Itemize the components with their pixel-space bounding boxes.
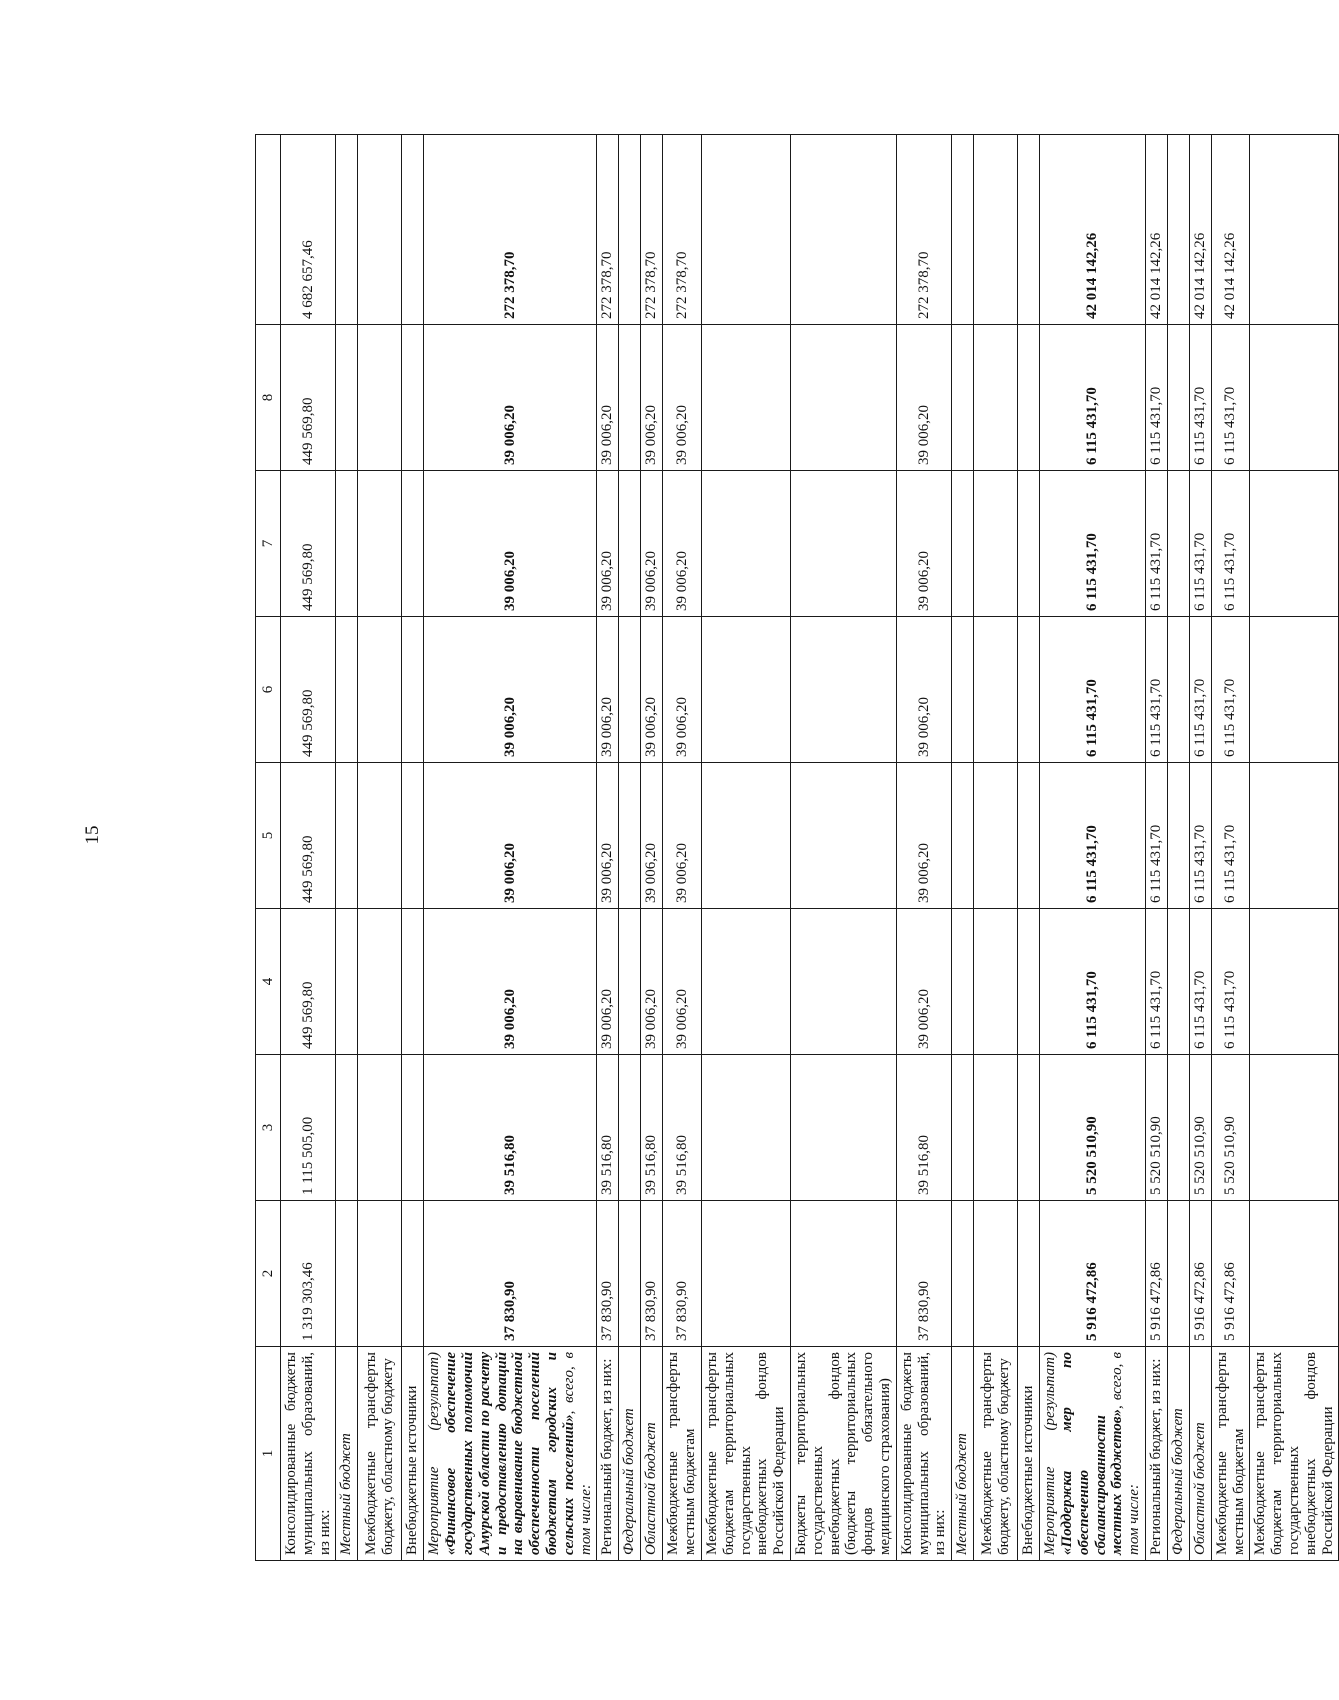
budget-table: [255, 134, 1339, 1561]
row-value-cell: 39 516,80: [597, 1055, 619, 1201]
row-value-cell: [952, 471, 974, 617]
header-cell: 7: [256, 471, 281, 617]
row-value-cell: [1167, 617, 1189, 763]
row-value-cell: 39 516,80: [663, 1055, 702, 1201]
row-value-cell: 5 916 472,86: [1145, 1201, 1167, 1347]
row-label: Внебюджетные источники: [402, 1347, 424, 1561]
row-label: Областной бюджет: [641, 1347, 663, 1561]
row-value-cell: [974, 617, 1018, 763]
row-label: Областной бюджет: [1189, 1347, 1211, 1561]
table-row: [896, 135, 951, 1561]
row-total-cell: [974, 135, 1018, 325]
row-total-cell: [790, 135, 896, 325]
table-row: [663, 135, 702, 1561]
row-value-cell: 39 006,20: [663, 471, 702, 617]
row-value-cell: 6 115 431,70: [1189, 325, 1211, 471]
row-value-cell: [974, 763, 1018, 909]
row-value-cell: [952, 325, 974, 471]
row-value-cell: 39 516,80: [424, 1055, 597, 1201]
row-value-cell: [701, 617, 790, 763]
row-value-cell: 39 006,20: [424, 325, 597, 471]
row-value-cell: [952, 1201, 974, 1347]
row-total-cell: [1167, 135, 1189, 325]
measure-suffix: , всего, в том числе:: [560, 1352, 594, 1555]
table-row: [790, 135, 896, 1561]
header-cell: 8: [256, 325, 281, 471]
row-value-cell: 37 830,90: [663, 1201, 702, 1347]
row-value-cell: 37 830,90: [597, 1201, 619, 1347]
row-value-cell: [974, 909, 1018, 1055]
row-label: Региональный бюджет, из них:: [597, 1347, 619, 1561]
row-value-cell: [358, 909, 402, 1055]
row-value-cell: [1250, 1201, 1339, 1347]
table-row: [1211, 135, 1250, 1561]
row-total-cell: [358, 135, 402, 325]
row-total-cell: 42 014 142,26: [1145, 135, 1167, 325]
table-row: [1018, 135, 1040, 1561]
row-value-cell: [1018, 1055, 1040, 1201]
row-value-cell: [790, 909, 896, 1055]
table-header-row: [256, 135, 281, 1561]
row-value-cell: 6 115 431,70: [1040, 909, 1146, 1055]
row-value-cell: [790, 1201, 896, 1347]
table-row: [597, 135, 619, 1561]
row-value-cell: [336, 1201, 358, 1347]
row-label: Региональный бюджет, из них:: [1145, 1347, 1167, 1561]
row-value-cell: [619, 1055, 641, 1201]
row-value-cell: [358, 763, 402, 909]
row-value-cell: 6 115 431,70: [1040, 617, 1146, 763]
row-total-cell: 42 014 142,26: [1189, 135, 1211, 325]
row-total-cell: [952, 135, 974, 325]
row-total-cell: [402, 135, 424, 325]
row-value-cell: [790, 325, 896, 471]
row-value-cell: 39 006,20: [641, 763, 663, 909]
row-value-cell: 6 115 431,70: [1040, 471, 1146, 617]
row-value-cell: [790, 617, 896, 763]
row-value-cell: [701, 325, 790, 471]
row-value-cell: 6 115 431,70: [1189, 763, 1211, 909]
row-label: Местный бюджет: [952, 1347, 974, 1561]
row-value-cell: [1018, 325, 1040, 471]
row-label: Межбюджетные трансферты бюджетам территориальных государственных внебюджетных фондов Российской Федерации: [701, 1347, 790, 1561]
row-value-cell: [336, 471, 358, 617]
table-row: [701, 135, 790, 1561]
table-row: [952, 135, 974, 1561]
row-label: Консолидированные бюджеты муниципальных образований, из них:: [896, 1347, 951, 1561]
table-row: [641, 135, 663, 1561]
row-value-cell: [336, 909, 358, 1055]
budget-table-container: [255, 135, 1336, 1561]
row-label: Консолидированные бюджеты муниципальных образований, из них:: [281, 1347, 336, 1561]
row-value-cell: 39 006,20: [597, 325, 619, 471]
row-value-cell: [358, 325, 402, 471]
row-value-cell: 449 569,80: [281, 617, 336, 763]
row-value-cell: [1167, 325, 1189, 471]
row-value-cell: [619, 617, 641, 763]
row-label: [424, 1347, 597, 1561]
measure-suffix: , всего, в том числе:: [1109, 1351, 1143, 1555]
row-value-cell: 449 569,80: [281, 763, 336, 909]
row-value-cell: 5 916 472,86: [1040, 1201, 1146, 1347]
measure-prefix: Мероприятие (результат): [1042, 1352, 1059, 1555]
row-value-cell: [619, 909, 641, 1055]
row-value-cell: 6 115 431,70: [1189, 471, 1211, 617]
row-value-cell: 39 006,20: [641, 325, 663, 471]
row-value-cell: 6 115 431,70: [1211, 325, 1250, 471]
row-value-cell: 5 520 510,90: [1040, 1055, 1146, 1201]
row-value-cell: 39 006,20: [663, 909, 702, 1055]
table-row: [424, 135, 597, 1561]
row-total-cell: 272 378,70: [663, 135, 702, 325]
row-value-cell: [402, 1201, 424, 1347]
row-value-cell: [336, 763, 358, 909]
row-value-cell: 6 115 431,70: [1189, 617, 1211, 763]
row-value-cell: [701, 763, 790, 909]
row-value-cell: 6 115 431,70: [1145, 325, 1167, 471]
row-label: Местный бюджет: [336, 1347, 358, 1561]
measure-prefix: Мероприятие (результат): [426, 1352, 443, 1555]
row-value-cell: [1250, 617, 1339, 763]
row-value-cell: [1018, 1201, 1040, 1347]
row-value-cell: [701, 1201, 790, 1347]
table-body: [281, 135, 1339, 1561]
row-value-cell: [1167, 909, 1189, 1055]
row-value-cell: [1167, 471, 1189, 617]
row-value-cell: [358, 617, 402, 763]
header-cell: [256, 135, 281, 325]
row-value-cell: [336, 1055, 358, 1201]
row-total-cell: 42 014 142,26: [1211, 135, 1250, 325]
row-value-cell: [336, 325, 358, 471]
row-value-cell: 39 006,20: [663, 325, 702, 471]
measure-title: «Поддержка мер по обеспечению сбалансированности местных бюджетов»: [1058, 1352, 1126, 1555]
row-value-cell: 39 516,80: [641, 1055, 663, 1201]
row-value-cell: [1250, 909, 1339, 1055]
row-value-cell: 1 319 303,46: [281, 1201, 336, 1347]
row-value-cell: 5 520 510,90: [1145, 1055, 1167, 1201]
header-cell: 5: [256, 763, 281, 909]
row-total-cell: 272 378,70: [896, 135, 951, 325]
row-value-cell: [1018, 909, 1040, 1055]
row-value-cell: [974, 1055, 1018, 1201]
row-value-cell: [701, 909, 790, 1055]
row-value-cell: 6 115 431,70: [1211, 763, 1250, 909]
row-value-cell: [974, 471, 1018, 617]
row-value-cell: [358, 1055, 402, 1201]
row-value-cell: [402, 1055, 424, 1201]
row-label: Внебюджетные источники: [1018, 1347, 1040, 1561]
header-cell: 1: [256, 1347, 281, 1561]
row-value-cell: 37 830,90: [424, 1201, 597, 1347]
row-value-cell: 6 115 431,70: [1189, 909, 1211, 1055]
row-value-cell: [1250, 325, 1339, 471]
row-value-cell: [1018, 763, 1040, 909]
row-value-cell: [402, 909, 424, 1055]
row-value-cell: [358, 1201, 402, 1347]
row-value-cell: 6 115 431,70: [1145, 763, 1167, 909]
row-value-cell: [952, 909, 974, 1055]
row-total-cell: 272 378,70: [597, 135, 619, 325]
row-value-cell: 39 006,20: [896, 763, 951, 909]
row-value-cell: [1250, 1055, 1339, 1201]
row-value-cell: 6 115 431,70: [1211, 909, 1250, 1055]
row-total-cell: 4 682 657,46: [281, 135, 336, 325]
row-value-cell: 5 520 510,90: [1211, 1055, 1250, 1201]
row-value-cell: [952, 763, 974, 909]
table-row: [1040, 135, 1146, 1561]
row-value-cell: [619, 763, 641, 909]
row-label: Межбюджетные трансферты бюджету, областному бюджету: [358, 1347, 402, 1561]
row-value-cell: [701, 471, 790, 617]
table-row: [402, 135, 424, 1561]
row-value-cell: 39 006,20: [641, 909, 663, 1055]
row-value-cell: 39 006,20: [597, 471, 619, 617]
row-value-cell: [1250, 471, 1339, 617]
row-value-cell: [358, 471, 402, 617]
row-value-cell: 37 830,90: [896, 1201, 951, 1347]
row-value-cell: 39 006,20: [896, 617, 951, 763]
row-label: Бюджеты территориальных государственных внебюджетных фондов (бюджеты территориальных фондов обязательного медицинского страхования): [790, 1347, 896, 1561]
row-value-cell: 39 006,20: [641, 617, 663, 763]
measure-title: «Финансовое обеспечение государственных полномочий Амурской области по расчету и предоставлению дотаций на выравнивание бюджетной обеспеченности поселений бюджетам городских и сельских поселений»: [443, 1352, 577, 1555]
row-value-cell: 39 006,20: [597, 763, 619, 909]
row-label: Межбюджетные трансферты бюджету, областному бюджету: [974, 1347, 1018, 1561]
table-row: [619, 135, 641, 1561]
row-label: Межбюджетные трансферты местным бюджетам: [663, 1347, 702, 1561]
table-row: [336, 135, 358, 1561]
header-cell: 6: [256, 617, 281, 763]
row-value-cell: 6 115 431,70: [1211, 617, 1250, 763]
row-value-cell: [402, 763, 424, 909]
row-value-cell: [790, 763, 896, 909]
row-label: Федеральный бюджет: [619, 1347, 641, 1561]
row-value-cell: [619, 325, 641, 471]
row-value-cell: 1 115 505,00: [281, 1055, 336, 1201]
row-value-cell: 449 569,80: [281, 325, 336, 471]
row-value-cell: [619, 1201, 641, 1347]
row-value-cell: 39 516,80: [896, 1055, 951, 1201]
row-value-cell: 39 006,20: [424, 763, 597, 909]
row-value-cell: [336, 617, 358, 763]
row-total-cell: [1018, 135, 1040, 325]
row-value-cell: [952, 1055, 974, 1201]
table-row: [281, 135, 336, 1561]
row-total-cell: 272 378,70: [641, 135, 663, 325]
row-total-cell: [1250, 135, 1339, 325]
row-value-cell: 39 006,20: [424, 617, 597, 763]
row-value-cell: 6 115 431,70: [1145, 617, 1167, 763]
row-value-cell: 39 006,20: [641, 471, 663, 617]
row-value-cell: [790, 1055, 896, 1201]
row-value-cell: 39 006,20: [896, 471, 951, 617]
row-total-cell: [336, 135, 358, 325]
table-row: [1167, 135, 1189, 1561]
table-row: [358, 135, 402, 1561]
row-value-cell: [1018, 617, 1040, 763]
table-row: [1145, 135, 1167, 1561]
row-value-cell: 39 006,20: [424, 909, 597, 1055]
row-total-cell: [619, 135, 641, 325]
row-value-cell: 39 006,20: [597, 617, 619, 763]
row-label: Межбюджетные трансферты местным бюджетам: [1211, 1347, 1250, 1561]
row-value-cell: [952, 617, 974, 763]
row-value-cell: 6 115 431,70: [1211, 471, 1250, 617]
header-cell: 3: [256, 1055, 281, 1201]
table-row: [1250, 135, 1339, 1561]
table-row: [974, 135, 1018, 1561]
row-value-cell: 39 006,20: [896, 325, 951, 471]
row-total-cell: 272 378,70: [424, 135, 597, 325]
row-value-cell: [1018, 471, 1040, 617]
row-value-cell: [402, 325, 424, 471]
row-value-cell: 39 006,20: [663, 617, 702, 763]
page-number: 15: [82, 825, 103, 845]
row-value-cell: 5 520 510,90: [1189, 1055, 1211, 1201]
row-value-cell: 5 916 472,86: [1189, 1201, 1211, 1347]
row-value-cell: [1167, 1055, 1189, 1201]
row-value-cell: 37 830,90: [641, 1201, 663, 1347]
row-total-cell: [701, 135, 790, 325]
header-cell: 2: [256, 1201, 281, 1347]
row-label: [1040, 1347, 1146, 1561]
row-value-cell: [1167, 1201, 1189, 1347]
row-value-cell: 6 115 431,70: [1145, 909, 1167, 1055]
row-value-cell: [402, 617, 424, 763]
row-value-cell: [402, 471, 424, 617]
row-value-cell: 6 115 431,70: [1040, 763, 1146, 909]
row-value-cell: 39 006,20: [597, 909, 619, 1055]
table-row: [1189, 135, 1211, 1561]
row-value-cell: [974, 325, 1018, 471]
row-value-cell: [974, 1201, 1018, 1347]
row-value-cell: 6 115 431,70: [1145, 471, 1167, 617]
row-value-cell: [1167, 763, 1189, 909]
row-value-cell: [701, 1055, 790, 1201]
row-value-cell: 39 006,20: [424, 471, 597, 617]
row-value-cell: 449 569,80: [281, 909, 336, 1055]
header-cell: 4: [256, 909, 281, 1055]
row-value-cell: 39 006,20: [896, 909, 951, 1055]
row-value-cell: [619, 471, 641, 617]
row-value-cell: [1250, 763, 1339, 909]
row-value-cell: 39 006,20: [663, 763, 702, 909]
row-value-cell: 449 569,80: [281, 471, 336, 617]
row-value-cell: [790, 471, 896, 617]
row-value-cell: 5 916 472,86: [1211, 1201, 1250, 1347]
row-total-cell: 42 014 142,26: [1040, 135, 1146, 325]
row-value-cell: 6 115 431,70: [1040, 325, 1146, 471]
row-label: Межбюджетные трансферты бюджетам территориальных государственных внебюджетных фондов Российской Федерации: [1250, 1347, 1339, 1561]
row-label: Федеральный бюджет: [1167, 1347, 1189, 1561]
